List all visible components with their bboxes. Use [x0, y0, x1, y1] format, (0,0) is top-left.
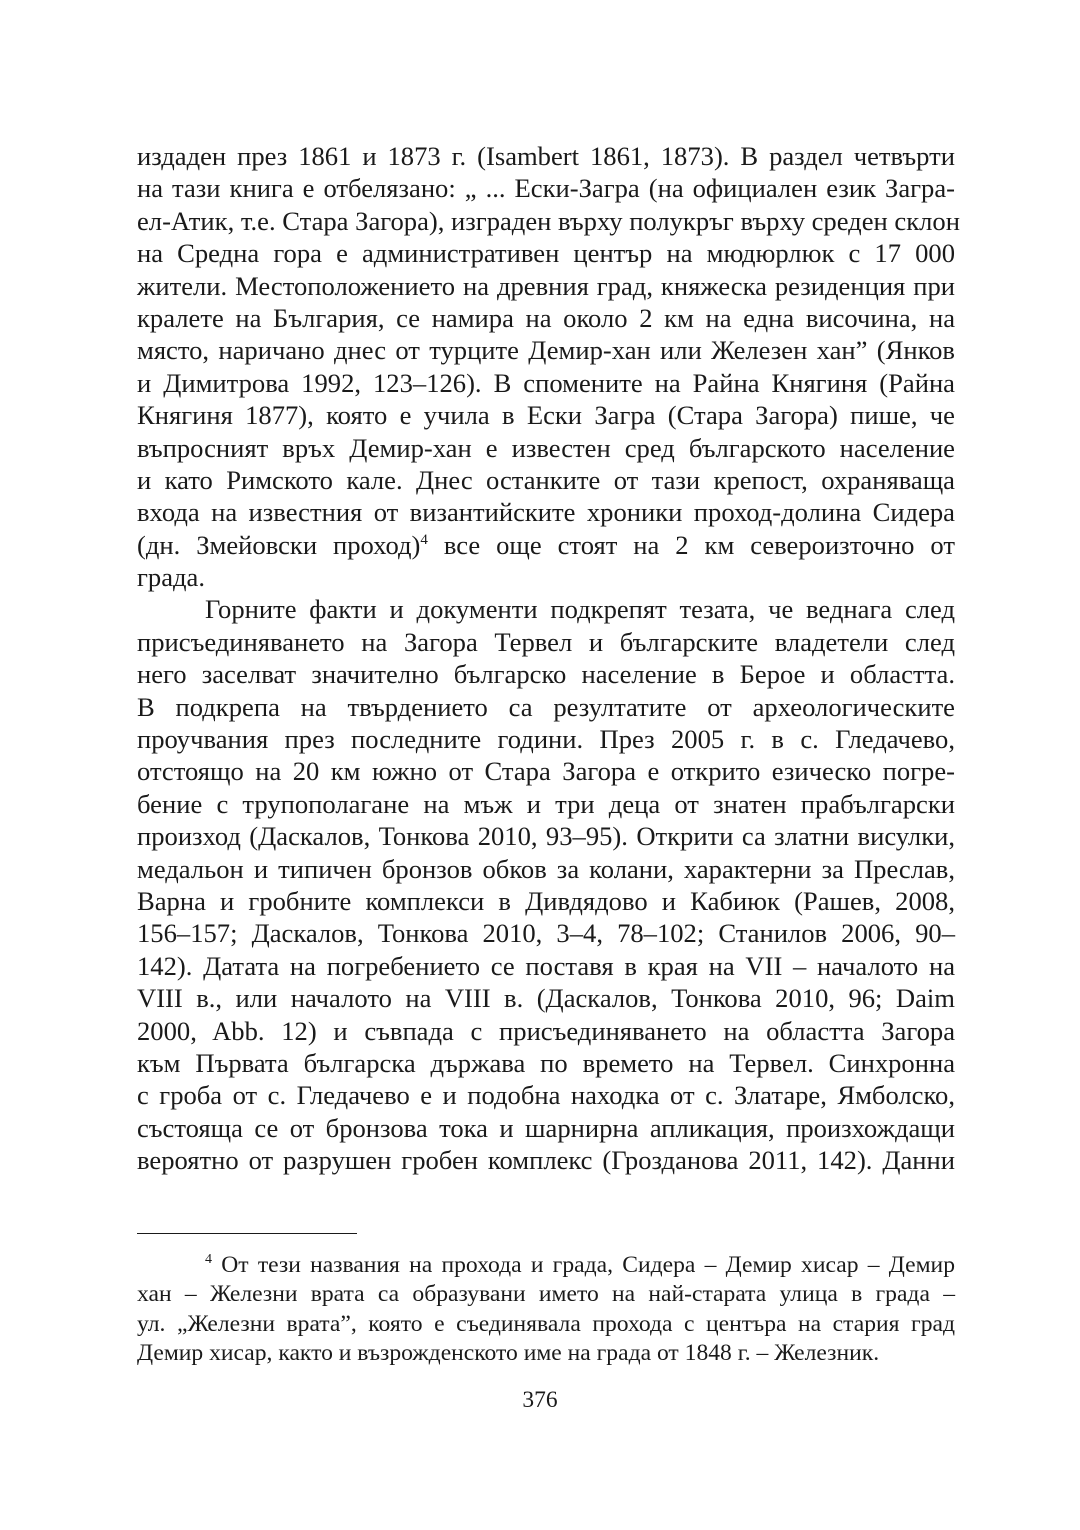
text-line: присъединяването на Загора Тервел и българските владетели след [137, 626, 955, 657]
text-line: произход (Даскалов, Тонкова 2010, 93–95). Открити са златни висулки, [137, 821, 955, 852]
text-line: и Димитрова 1992, 123–126). В спомените на Райна Княгиня (Райна [137, 367, 955, 398]
text-segment: (дн. Змейовски проход) [137, 529, 421, 560]
text-line: вероятно от разрушен гробен комплекс (Грозданова 2011, 142). Данни [137, 1145, 955, 1176]
footnote-line: хан – Железни врата са образувани името на най-старата улица в града – [137, 1281, 955, 1308]
text-line: жители. Местоположението на древния град, княжеска резиденция при [137, 270, 955, 301]
page-number: 376 [522, 1387, 558, 1413]
text-line: бение с трупополагане на мъж и три деца от знатен прабългарски [137, 788, 955, 819]
text-line: с гроба от с. Гледачево е и подобна находка от с. Златаре, Ямболско, [137, 1080, 955, 1111]
text-line: В подкрепа на твърдението са резултатите от археологическите [137, 691, 955, 722]
text-line: към Първата българска държава по времето на Тервел. Синхронна [137, 1047, 955, 1078]
text-line: входа на известния от византийските хроники проход-долина Сидера [137, 497, 955, 528]
text-line: медальон и типичен бронзов обков за колани, характерни за Преслав, [137, 853, 955, 884]
text-line: състояща се от бронзова тока и шарнирна апликация, произхождащи [137, 1112, 955, 1143]
main-text [137, 140, 960, 1177]
footnote-line: Демир хисар, както и възрожденското име на града от 1848 г. – Железник. [137, 1339, 880, 1366]
text-line: издаден през 1861 и 1873 г. (Isambert 1861, 1873). В раздел четвърти [137, 141, 955, 171]
footnote-marker: 4 [205, 1252, 212, 1268]
text-line: отстоящо на 20 км южно от Стара Загора е открито езическо погре- [137, 756, 955, 787]
text-line: VIII в., или началото на VIII в. (Даскалов, Тонкова 2010, 96; Daim [137, 983, 955, 1014]
text-line: 156–157; Даскалов, Тонкова 2010, 3–4, 78–102; Станилов 2006, 90– [137, 918, 955, 949]
footnote-line [137, 1251, 955, 1280]
text-line: него заселват значително българско население в Берое и областта. [137, 659, 955, 690]
text-line: на Средна гора е административен център на мюдюрлюк с 17 000 [137, 238, 955, 269]
text-line: проучвания през последните години. През 2005 г. в с. Гледачево, [137, 724, 955, 755]
text-segment: все още стоят на 2 км североизточно от [427, 529, 955, 560]
text-line: Горните факти и документи подкрепят тезата, че веднага след [205, 594, 955, 625]
footnote-separator [137, 1233, 357, 1234]
text-line-with-footnote-ref [137, 529, 955, 561]
text-line: 142). Датата на погребението се поставя в края на VII – началото на [137, 950, 955, 981]
text-line: на тази книга е отбелязано: „ ... Ески-Загра (на официален език Загра- [137, 173, 955, 204]
text-line: града. [137, 562, 205, 593]
footnote-text: От тези названия на прохода и града, Сидера – Демир хисар – Демир [212, 1252, 955, 1278]
text-line: 2000, Abb. 12) и съвпада с присъединяването на областта Загора [137, 1015, 955, 1046]
text-line: място, наричано днес от турците Демир-хан или Железен хан” (Янков [137, 335, 955, 366]
text-line: кралете на България, се намира на около 2 км на една височина, на [137, 302, 955, 333]
text-line: Варна и гробните комплекси в Дивдядово и Кабиюк (Рашев, 2008, [137, 885, 955, 916]
footnote [137, 1251, 955, 1368]
footnote-reference[interactable]: 4 [420, 531, 428, 548]
text-line: и като Римското кале. Днес останките от тази крепост, охраняваща [137, 464, 955, 495]
text-line: ел-Атик, т.е. Стара Загора), изграден върху полукръг върху среден склон [137, 205, 960, 236]
text-line: въпросният връх Демир-хан е известен сред българското население [137, 432, 955, 463]
text-line: Княгиня 1877), която е учила в Ески Загра (Стара Загора) пише, че [137, 400, 955, 431]
footnote-line: ул. „Железни врата”, която е съединявала прохода с центъра на стария град [137, 1310, 955, 1337]
